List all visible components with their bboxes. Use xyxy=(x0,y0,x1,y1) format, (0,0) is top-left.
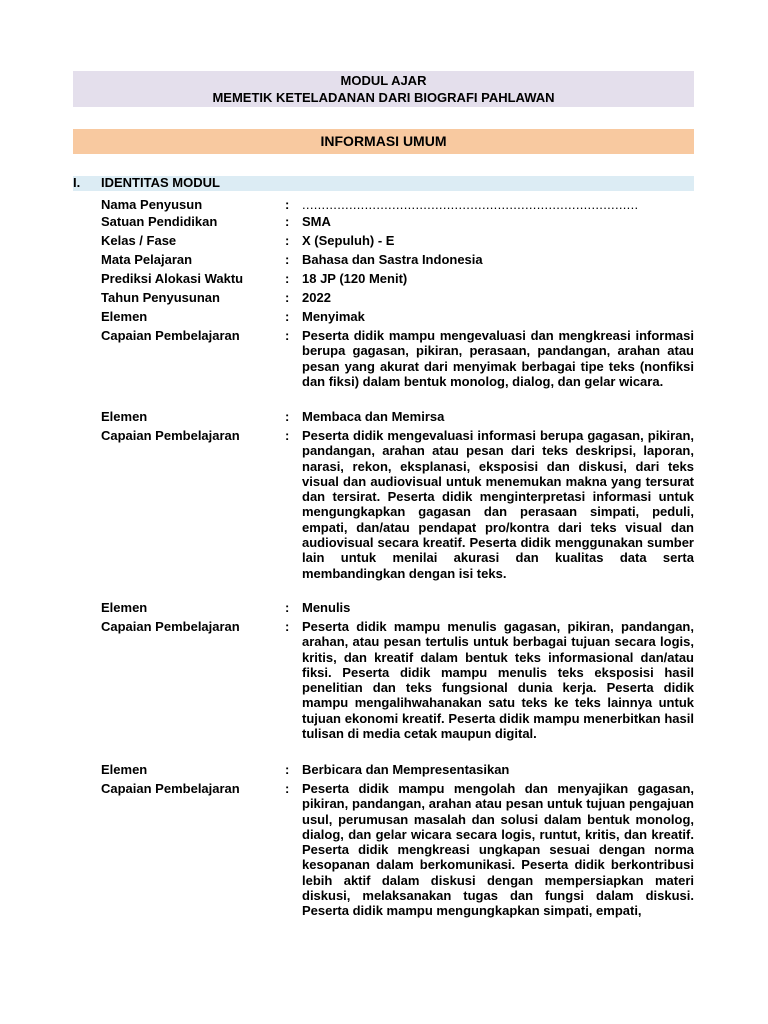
row-colon: : xyxy=(285,762,290,777)
row-value: Membaca dan Memirsa xyxy=(302,409,445,424)
row-label: Elemen xyxy=(101,762,148,777)
row-value: 18 JP (120 Menit) xyxy=(302,271,408,286)
row-label: Elemen xyxy=(101,409,148,424)
row-colon: : xyxy=(285,271,290,286)
row-value: Peserta didik mampu mengolah dan menyajikan gagasan, pikiran, pandangan, arahan atau pesan untuk tujuan pengajuan usul, perumusan masalah dan solusi dalam bentuk monolog, dialog, dan gelar wicara secara logis, runtut, kritis, dan kreatif. Peserta didik mengkreasi ungkapan sesuai dengan norma kesopanan dalam berkomunikasi. Peserta didik berkontribusi lebih aktif dalam diskusi dengan mempersiapkan materi diskusi, melaksanakan tugas dan fungsi dalam diskusi. Peserta didik mampu mengungkapkan simpati, empati, xyxy=(302,781,694,919)
row-colon: : xyxy=(285,328,290,343)
row-value: 2022 xyxy=(302,290,331,305)
row-label: Capaian Pembelajaran xyxy=(101,781,240,796)
row-value: Peserta didik mengevaluasi informasi berupa gagasan, pikiran, pandangan, arahan atau pesan dari teks deskripsi, laporan, narasi, rekon, eksplanasi, eksposisi dan diskusi, dari teks visual dan audiovisual untuk menemukan makna yang tersurat dan tersirat. Peserta didik menginterpretasi informasi untuk mengungkapkan gagasan dan perasaan simpati, peduli, empati, dan/atau pendapat pro/kontra dari teks visual dan audiovisual secara kreatif. Peserta didik menggunakan sumber lain untuk menilai akurasi dan kualitas data serta membandingkan dengan isi teks. xyxy=(302,428,694,581)
row-colon: : xyxy=(285,197,290,212)
row-value: X (Sepuluh) - E xyxy=(302,233,395,248)
row-value: Menulis xyxy=(302,600,351,615)
row-value: SMA xyxy=(302,214,331,229)
row-label: Elemen xyxy=(101,309,148,324)
row-colon: : xyxy=(285,781,290,796)
row-label: Nama Penyusun xyxy=(101,197,203,212)
row-colon: : xyxy=(285,252,290,267)
row-value: Peserta didik mampu mengevaluasi dan mengkreasi informasi berupa gagasan, pikiran, perasaan, pandangan, arahan atau pesan yang akurat dari menyimak berbagai tipe teks (nonfiksi dan fiksi) dalam bentuk monolog, dialog, dan gelar wicara. xyxy=(302,328,694,389)
module-title-line2: MEMETIK KETELADANAN DARI BIOGRAFI PAHLAWAN xyxy=(212,90,555,105)
row-colon: : xyxy=(285,600,290,615)
row-colon: : xyxy=(285,428,290,443)
row-colon: : xyxy=(285,214,290,229)
row-label: Capaian Pembelajaran xyxy=(101,428,240,443)
row-colon: : xyxy=(285,233,290,248)
section-number: I. xyxy=(73,175,81,190)
info-umum-banner: INFORMASI UMUM xyxy=(73,129,694,154)
row-label: Mata Pelajaran xyxy=(101,252,193,267)
row-label: Capaian Pembelajaran xyxy=(101,619,240,634)
row-colon: : xyxy=(285,309,290,324)
row-colon: : xyxy=(285,409,290,424)
row-value: Peserta didik mampu menulis gagasan, pikiran, pandangan, arahan, atau pesan tertulis untuk berbagai tujuan secara logis, kritis, dan kreatif dalam bentuk teks informasional dan/atau fiksi. Peserta didik mampu menulis teks eksposisi hasil penelitian dan teks fungsional dunia kerja. Peserta didik mampu mengalihwahanakan satu teks ke teks lainnya untuk tujuan ekonomi kreatif. Peserta didik mampu menerbitkan hasil tulisan di media cetak maupun digital. xyxy=(302,619,694,742)
row-label: Capaian Pembelajaran xyxy=(101,328,240,343)
row-colon: : xyxy=(285,619,290,634)
section-title: IDENTITAS MODUL xyxy=(101,175,220,190)
row-value: Bahasa dan Sastra Indonesia xyxy=(302,252,483,267)
row-value: Menyimak xyxy=(302,309,365,324)
row-value: ...................................................................................... xyxy=(302,197,639,212)
row-label: Prediksi Alokasi Waktu xyxy=(101,271,244,286)
row-label: Satuan Pendidikan xyxy=(101,214,218,229)
row-colon: : xyxy=(285,290,290,305)
row-label: Elemen xyxy=(101,600,148,615)
row-value: Berbicara dan Mempresentasikan xyxy=(302,762,510,777)
row-label: Tahun Penyusunan xyxy=(101,290,220,305)
module-title-box xyxy=(73,71,694,107)
row-label: Kelas / Fase xyxy=(101,233,177,248)
module-title-line1: MODUL AJAR xyxy=(340,73,427,88)
